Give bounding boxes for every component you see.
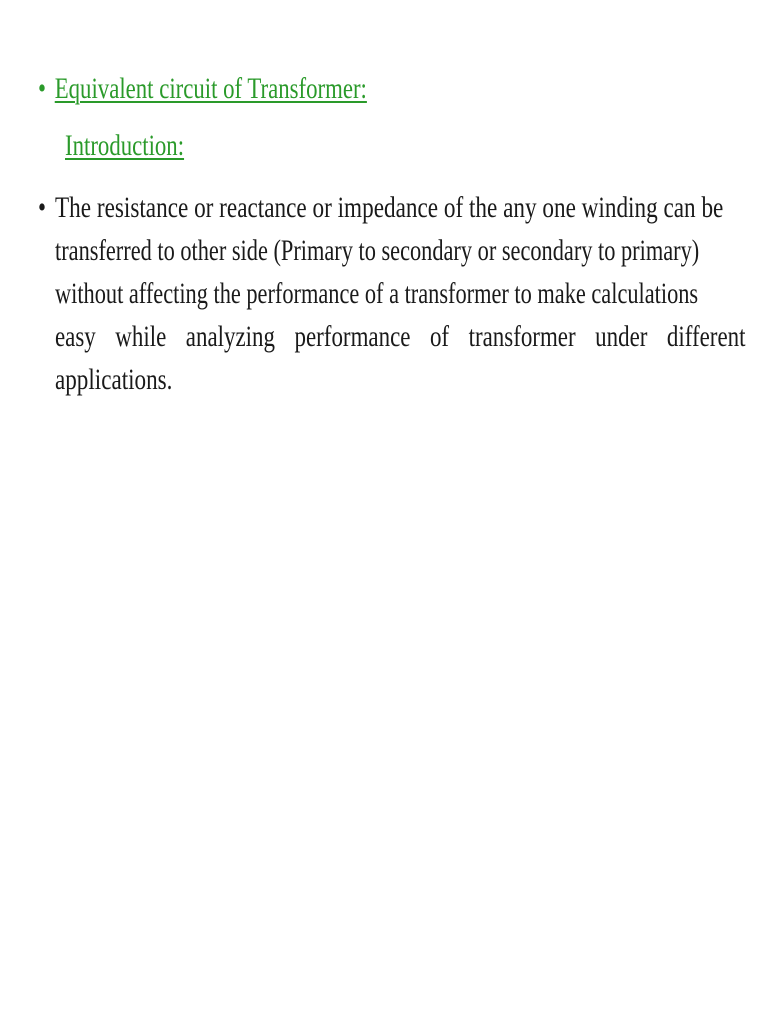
- body-bullet: •: [38, 191, 46, 224]
- slide-heading: [38, 70, 570, 108]
- body-line: The resistance or reactance or impedance of the any one winding can be: [55, 191, 724, 224]
- body-line: transferred to other side (Primary to secondary or secondary to primary): [55, 234, 700, 267]
- body-line: easy while analyzing performance of transformer under different: [55, 320, 746, 353]
- heading-text: Equivalent circuit of Transformer:: [54, 72, 367, 105]
- body-line: applications.: [55, 363, 173, 396]
- heading-bullet: •: [38, 72, 46, 105]
- slide-subheading: Introduction:: [65, 129, 185, 162]
- body-line: without affecting the performance of a transformer to make calculations: [55, 277, 699, 310]
